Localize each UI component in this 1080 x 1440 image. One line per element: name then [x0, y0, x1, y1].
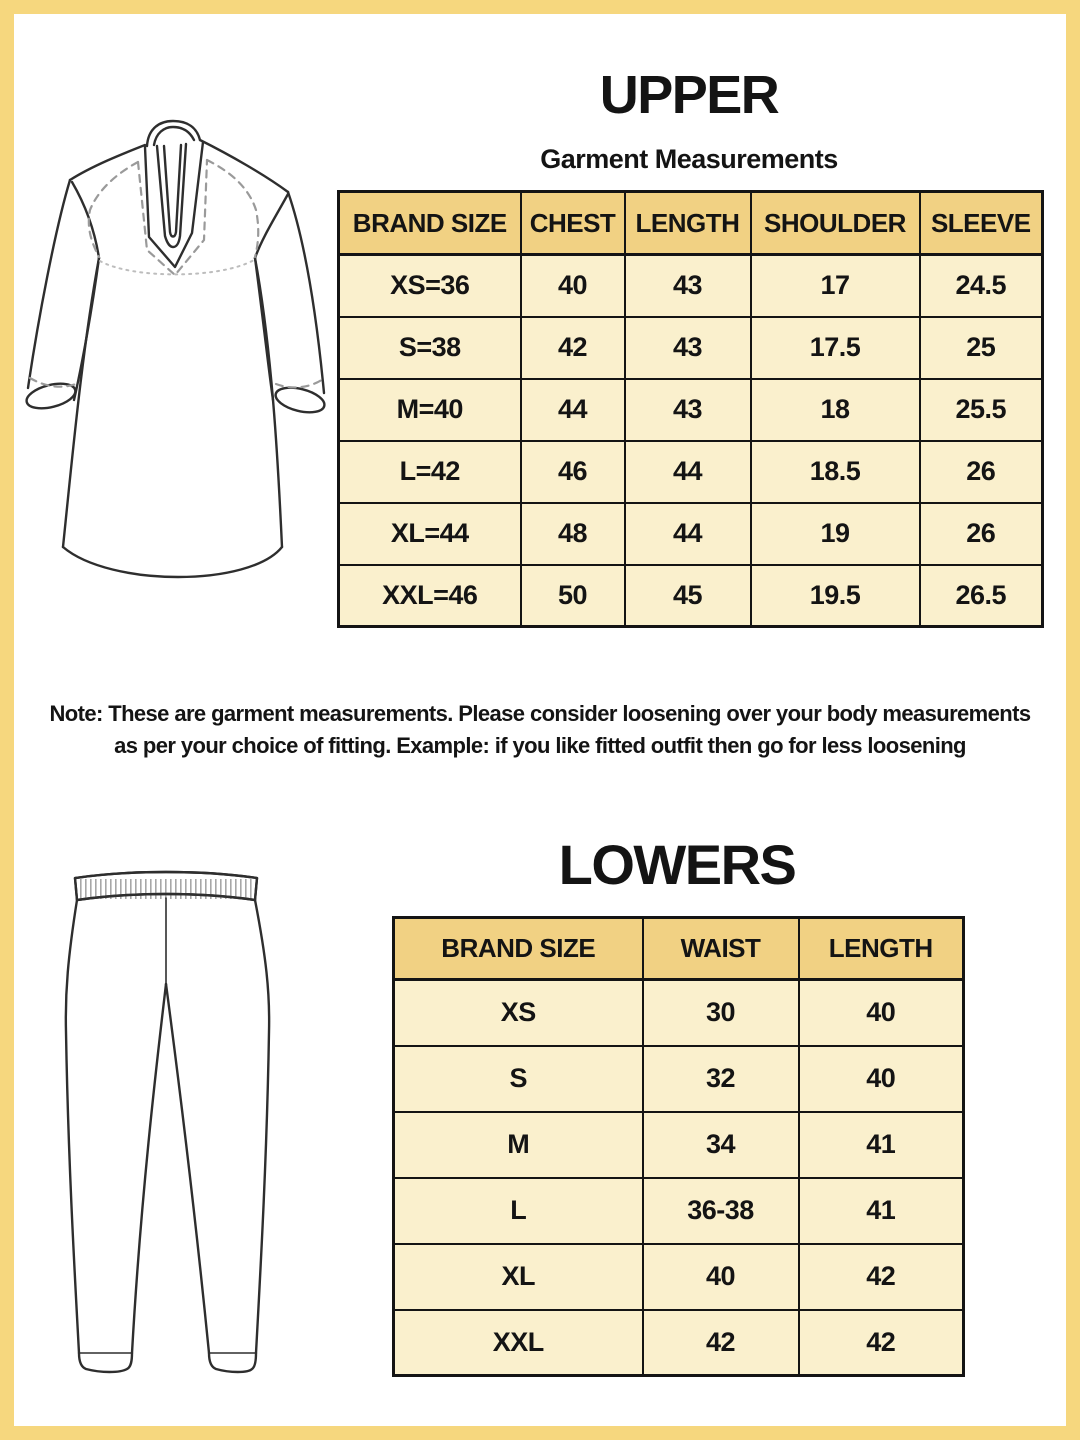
size-cell: 19	[751, 503, 920, 565]
lowers-measurements-table	[392, 916, 965, 1377]
size-cell: 26.5	[920, 565, 1043, 627]
table-row	[394, 1244, 964, 1310]
table-header-row	[339, 192, 1043, 255]
table-row	[339, 255, 1043, 317]
table-row	[339, 379, 1043, 441]
size-cell: XXL=46	[339, 565, 521, 627]
size-cell: 26	[920, 503, 1043, 565]
size-cell: 40	[799, 1046, 964, 1112]
table-row	[394, 1046, 964, 1112]
size-cell: 42	[643, 1310, 799, 1376]
size-cell: 17	[751, 255, 920, 317]
note-line-1: Note: These are garment measurements. Please consider loosening over your body measurements	[49, 701, 1031, 726]
size-cell: 45	[625, 565, 751, 627]
size-cell: 44	[521, 379, 625, 441]
table-row	[339, 441, 1043, 503]
size-cell: S=38	[339, 317, 521, 379]
table-row	[394, 1112, 964, 1178]
note-line-2: as per your choice of fitting. Example: if you like fitted outfit then go for less loosening	[114, 733, 966, 758]
size-cell: 40	[521, 255, 625, 317]
size-cell: L=42	[339, 441, 521, 503]
measurement-note	[14, 698, 1066, 762]
size-cell: 32	[643, 1046, 799, 1112]
size-cell: 42	[521, 317, 625, 379]
upper-section-title: UPPER	[599, 65, 779, 125]
size-cell: 36-38	[643, 1178, 799, 1244]
size-cell: 26	[920, 441, 1043, 503]
pants-illustration	[25, 862, 335, 1382]
header-cell: SLEEVE	[920, 192, 1043, 255]
table-row	[339, 317, 1043, 379]
table-row	[394, 1310, 964, 1376]
size-cell: 43	[625, 255, 751, 317]
size-cell: 25	[920, 317, 1043, 379]
page-frame	[14, 14, 1066, 1426]
size-cell: 18.5	[751, 441, 920, 503]
header-cell: LENGTH	[625, 192, 751, 255]
header-cell: LENGTH	[799, 918, 964, 980]
table-row	[394, 1178, 964, 1244]
size-cell: 18	[751, 379, 920, 441]
header-cell: WAIST	[643, 918, 799, 980]
table-header-row	[394, 918, 964, 980]
size-cell: 43	[625, 379, 751, 441]
size-cell: M=40	[339, 379, 521, 441]
size-cell: XL	[394, 1244, 643, 1310]
size-cell: 25.5	[920, 379, 1043, 441]
size-cell: 41	[799, 1178, 964, 1244]
header-cell: CHEST	[521, 192, 625, 255]
size-cell: 44	[625, 441, 751, 503]
size-cell: 42	[799, 1310, 964, 1376]
size-cell: 44	[625, 503, 751, 565]
size-cell: XXL	[394, 1310, 643, 1376]
size-cell: 41	[799, 1112, 964, 1178]
size-cell: 42	[799, 1244, 964, 1310]
size-cell: 19.5	[751, 565, 920, 627]
size-cell: 43	[625, 317, 751, 379]
size-cell: XS	[394, 980, 643, 1046]
lowers-section-title: LOWERS	[558, 833, 796, 896]
table-row	[339, 503, 1043, 565]
size-cell: M	[394, 1112, 643, 1178]
upper-measurements-table	[337, 190, 1044, 628]
size-cell: XS=36	[339, 255, 521, 317]
upper-section-subtitle: Garment Measurements	[540, 144, 838, 174]
size-cell: 50	[521, 565, 625, 627]
header-cell: BRAND SIZE	[394, 918, 643, 980]
size-cell: 48	[521, 503, 625, 565]
size-cell: S	[394, 1046, 643, 1112]
kurta-illustration	[20, 100, 350, 660]
size-cell: L	[394, 1178, 643, 1244]
size-cell: 17.5	[751, 317, 920, 379]
table-row	[339, 565, 1043, 627]
header-cell: BRAND SIZE	[339, 192, 521, 255]
size-cell: 46	[521, 441, 625, 503]
size-cell: 24.5	[920, 255, 1043, 317]
size-cell: XL=44	[339, 503, 521, 565]
size-cell: 40	[799, 980, 964, 1046]
size-cell: 40	[643, 1244, 799, 1310]
header-cell: SHOULDER	[751, 192, 920, 255]
size-cell: 34	[643, 1112, 799, 1178]
size-cell: 30	[643, 980, 799, 1046]
table-row	[394, 980, 964, 1046]
